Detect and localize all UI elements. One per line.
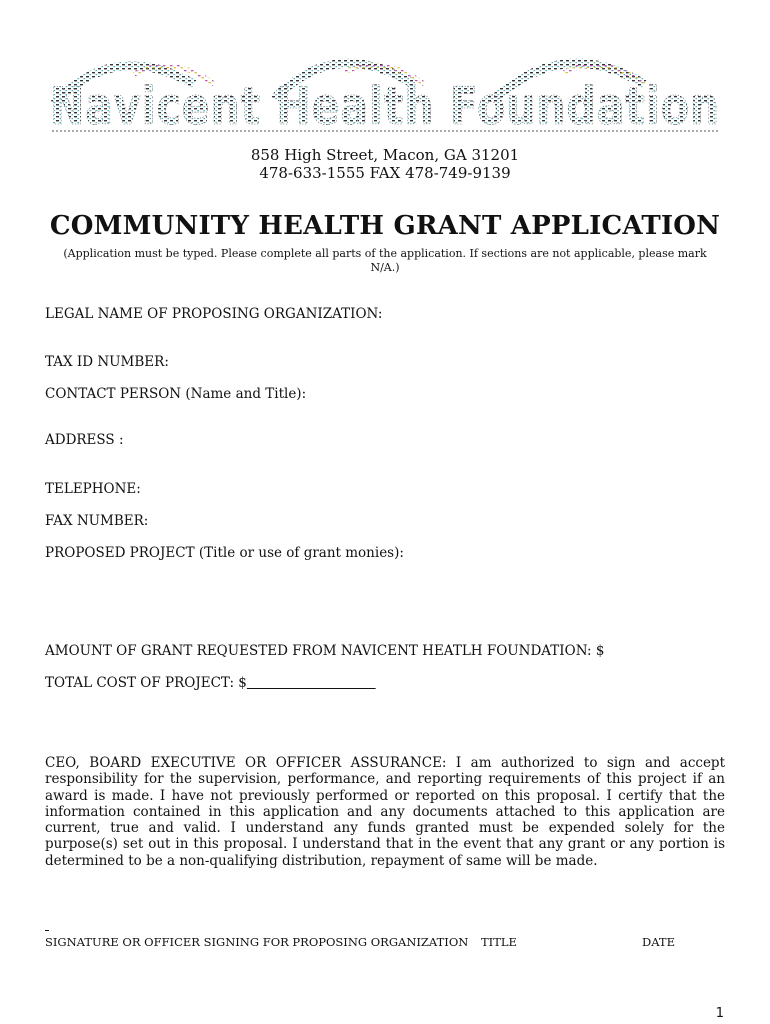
foundation-logo-graphic [44,44,726,142]
logo-text: Navicent Health Foundation [50,77,720,137]
street-address: 858 High Street, Macon, GA 31201 [250,146,520,164]
phone-fax-line: 478-633-1555 FAX 478-749-9139 [259,164,511,182]
total-cost-label: TOTAL COST OF PROJECT: $ [45,675,247,691]
organization-address-block [0,146,770,182]
address-label: ADDRESS : [45,432,124,448]
date-label: DATE [642,935,675,949]
proposed-project-label: PROPOSED PROJECT (Title or use of grant monies): [45,545,404,561]
signature-line [45,930,49,931]
total-cost-row [45,675,376,691]
signature-label: SIGNATURE OR OFFICER SIGNING FOR PROPOSING ORGANIZATION [45,935,469,949]
telephone-label: TELEPHONE: [45,481,141,497]
title-label: TITLE [481,935,517,949]
total-cost-blank [247,675,376,691]
tax-id-label: TAX ID NUMBER: [45,354,169,370]
fax-number-label: FAX NUMBER: [45,513,149,529]
page-title: COMMUNITY HEALTH GRANT APPLICATION [49,211,721,241]
legal-name-label: LEGAL NAME OF PROPOSING ORGANIZATION: [45,306,383,322]
page-number: 1 [715,1006,724,1021]
officer-assurance-statement: CEO, BOARD EXECUTIVE OR OFFICER ASSURANCE: I am authorized to sign and accept responsibility for the supervision, performance, and reporting requirements of this project if an award is made. I have not previously performed or reported on this proposal. I certify that the information contained in this application and any documents attached to this application are current, true and valid. I understand any funds granted must be expended solely for the purpose(s) set out in this proposal. I understand that in the event that any grant or any portion is determined to be a non-qualifying distribution, repayment of same will be made. [45,755,725,869]
foundation-logo [44,44,726,142]
amount-requested-label: AMOUNT OF GRANT REQUESTED FROM NAVICENT HEATLH FOUNDATION: $ [45,643,605,659]
form-instructions: (Application must be typed. Please complete all parts of the application. If sections are not applicable, please mark N/A.) [63,247,707,274]
contact-person-label: CONTACT PERSON (Name and Title): [45,386,307,402]
